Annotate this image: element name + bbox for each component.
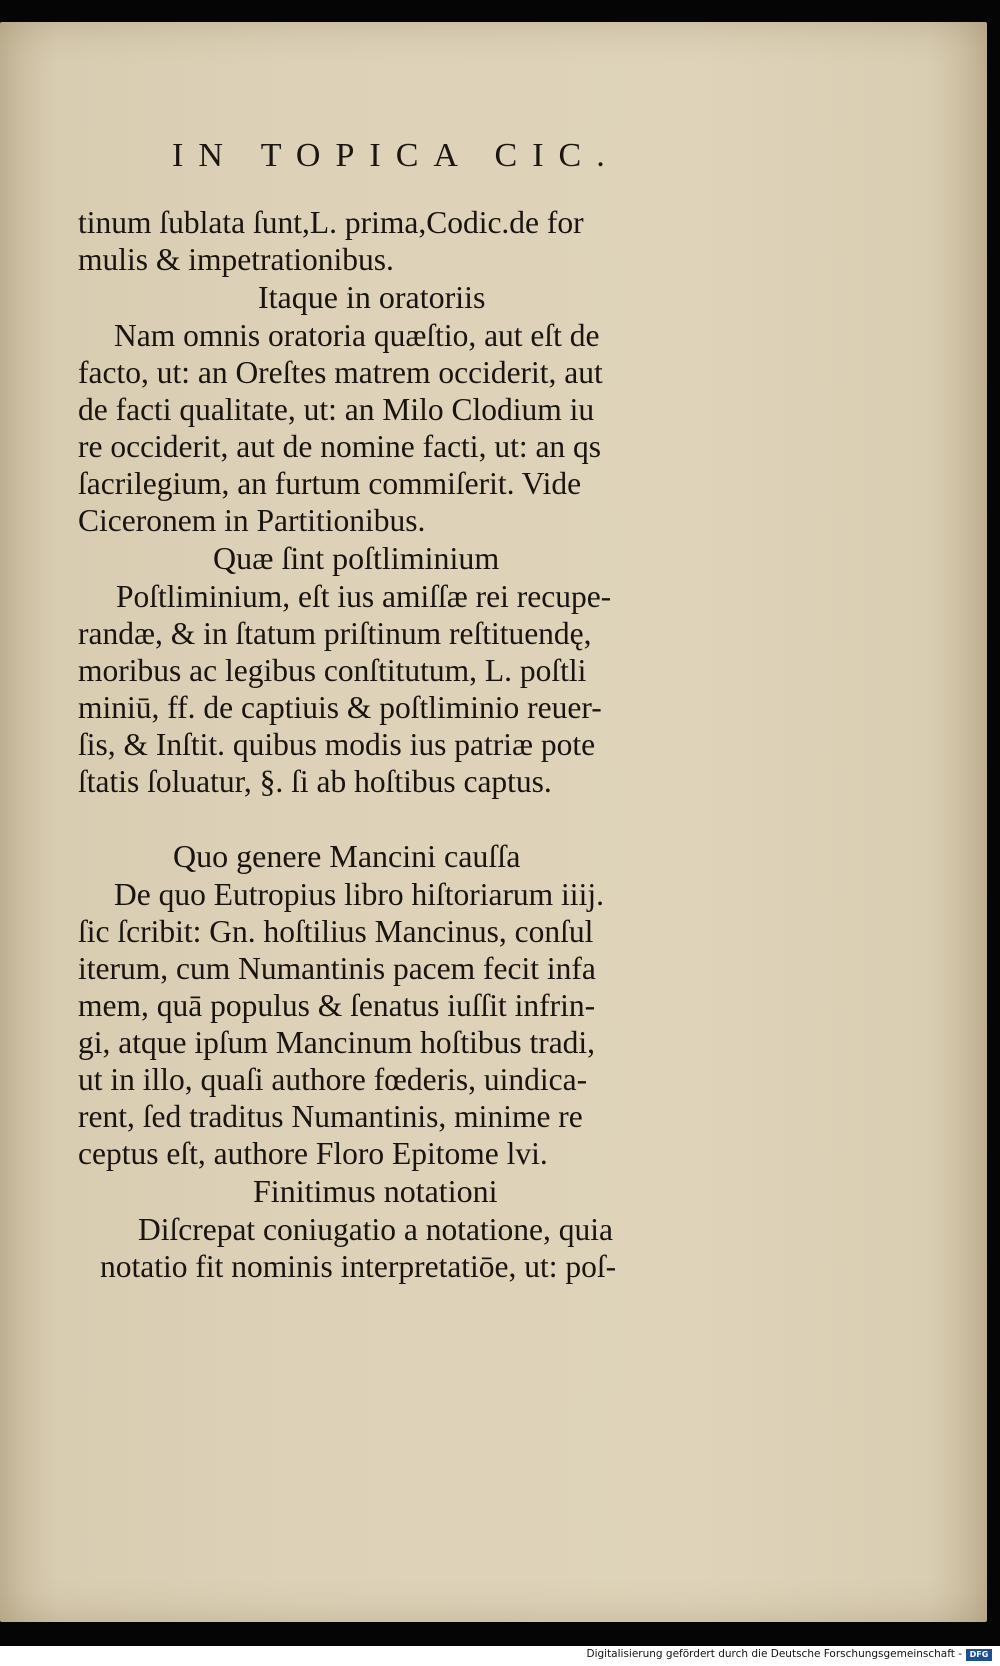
section-heading: Finitimus notationi <box>253 1173 498 1209</box>
footer-credit: Digitalisierung gefördert durch die Deutsche Forschungsgemeinschaft - <box>586 1648 962 1660</box>
text-line: ſtatis ſoluatur, §. ſi ab hoſtibus captus. <box>78 764 552 799</box>
text-line: facto, ut: an Oreſtes matrem occiderit, aut <box>78 355 603 390</box>
text-line: de facti qualitate, ut: an Milo Clodium iu <box>78 392 595 427</box>
book-page <box>0 22 987 1622</box>
dfg-logo: DFG <box>966 1649 992 1661</box>
section-heading: Quæ ſint poſtliminium <box>213 540 500 576</box>
text-line: De quo Eutropius libro hiſtoriarum iiij. <box>114 877 604 912</box>
text-line: rent, ſed traditus Numantinis, minime re <box>78 1099 583 1134</box>
text-line: ſacrilegium, an furtum commiſerit. Vide <box>78 466 582 501</box>
text-line: ſic ſcribit: Gn. hoſtilius Mancinus, conſul <box>78 914 594 949</box>
text-line: moribus ac legibus conſtitutum, L. poſtli <box>78 653 587 688</box>
text-line: notatio fit nominis interpretatiōe, ut: poſ- <box>100 1249 617 1284</box>
body-text <box>78 204 758 1285</box>
text-line: randæ, & in ſtatum priſtinum reſtituendę, <box>78 616 592 651</box>
running-head: IN TOPICA CIC. <box>172 137 620 174</box>
section-heading: Itaque in oratoriis <box>258 279 486 315</box>
line-gap <box>78 800 758 837</box>
section-heading: Quo genere Mancini cauſſa <box>173 838 521 874</box>
text-line: tinum ſublata ſunt,L. prima,Codic.de for <box>78 205 584 240</box>
text-line: Diſcrepat coniugatio a notatione, quia <box>138 1212 613 1247</box>
text-line: Poſtliminium, eſt ius amiſſæ rei recupe- <box>116 579 612 614</box>
text-line: Nam omnis oratoria quæſtio, aut eſt de <box>114 318 600 353</box>
text-line: Ciceronem in Partitionibus. <box>78 503 426 538</box>
text-line: iterum, cum Numantinis pacem fecit infa <box>78 951 596 986</box>
text-line: mulis & impetrationibus. <box>78 242 394 277</box>
footer-bar <box>0 1646 1000 1666</box>
text-line: miniū, ff. de captiuis & poſtliminio reuer- <box>78 690 602 725</box>
text-line: ſis, & Inſtit. quibus modis ius patriæ pote <box>78 727 596 762</box>
text-line: ut in illo, quaſi authore fœderis, uindica- <box>78 1062 588 1097</box>
text-line: mem, quā populus & ſenatus iuſſit infrin- <box>78 988 596 1023</box>
text-line: ceptus eſt, authore Floro Epitome lvi. <box>78 1136 548 1171</box>
text-line: gi, atque ipſum Mancinum hoſtibus tradi, <box>78 1025 596 1060</box>
text-line: re occiderit, aut de nomine facti, ut: an qs <box>78 429 602 464</box>
